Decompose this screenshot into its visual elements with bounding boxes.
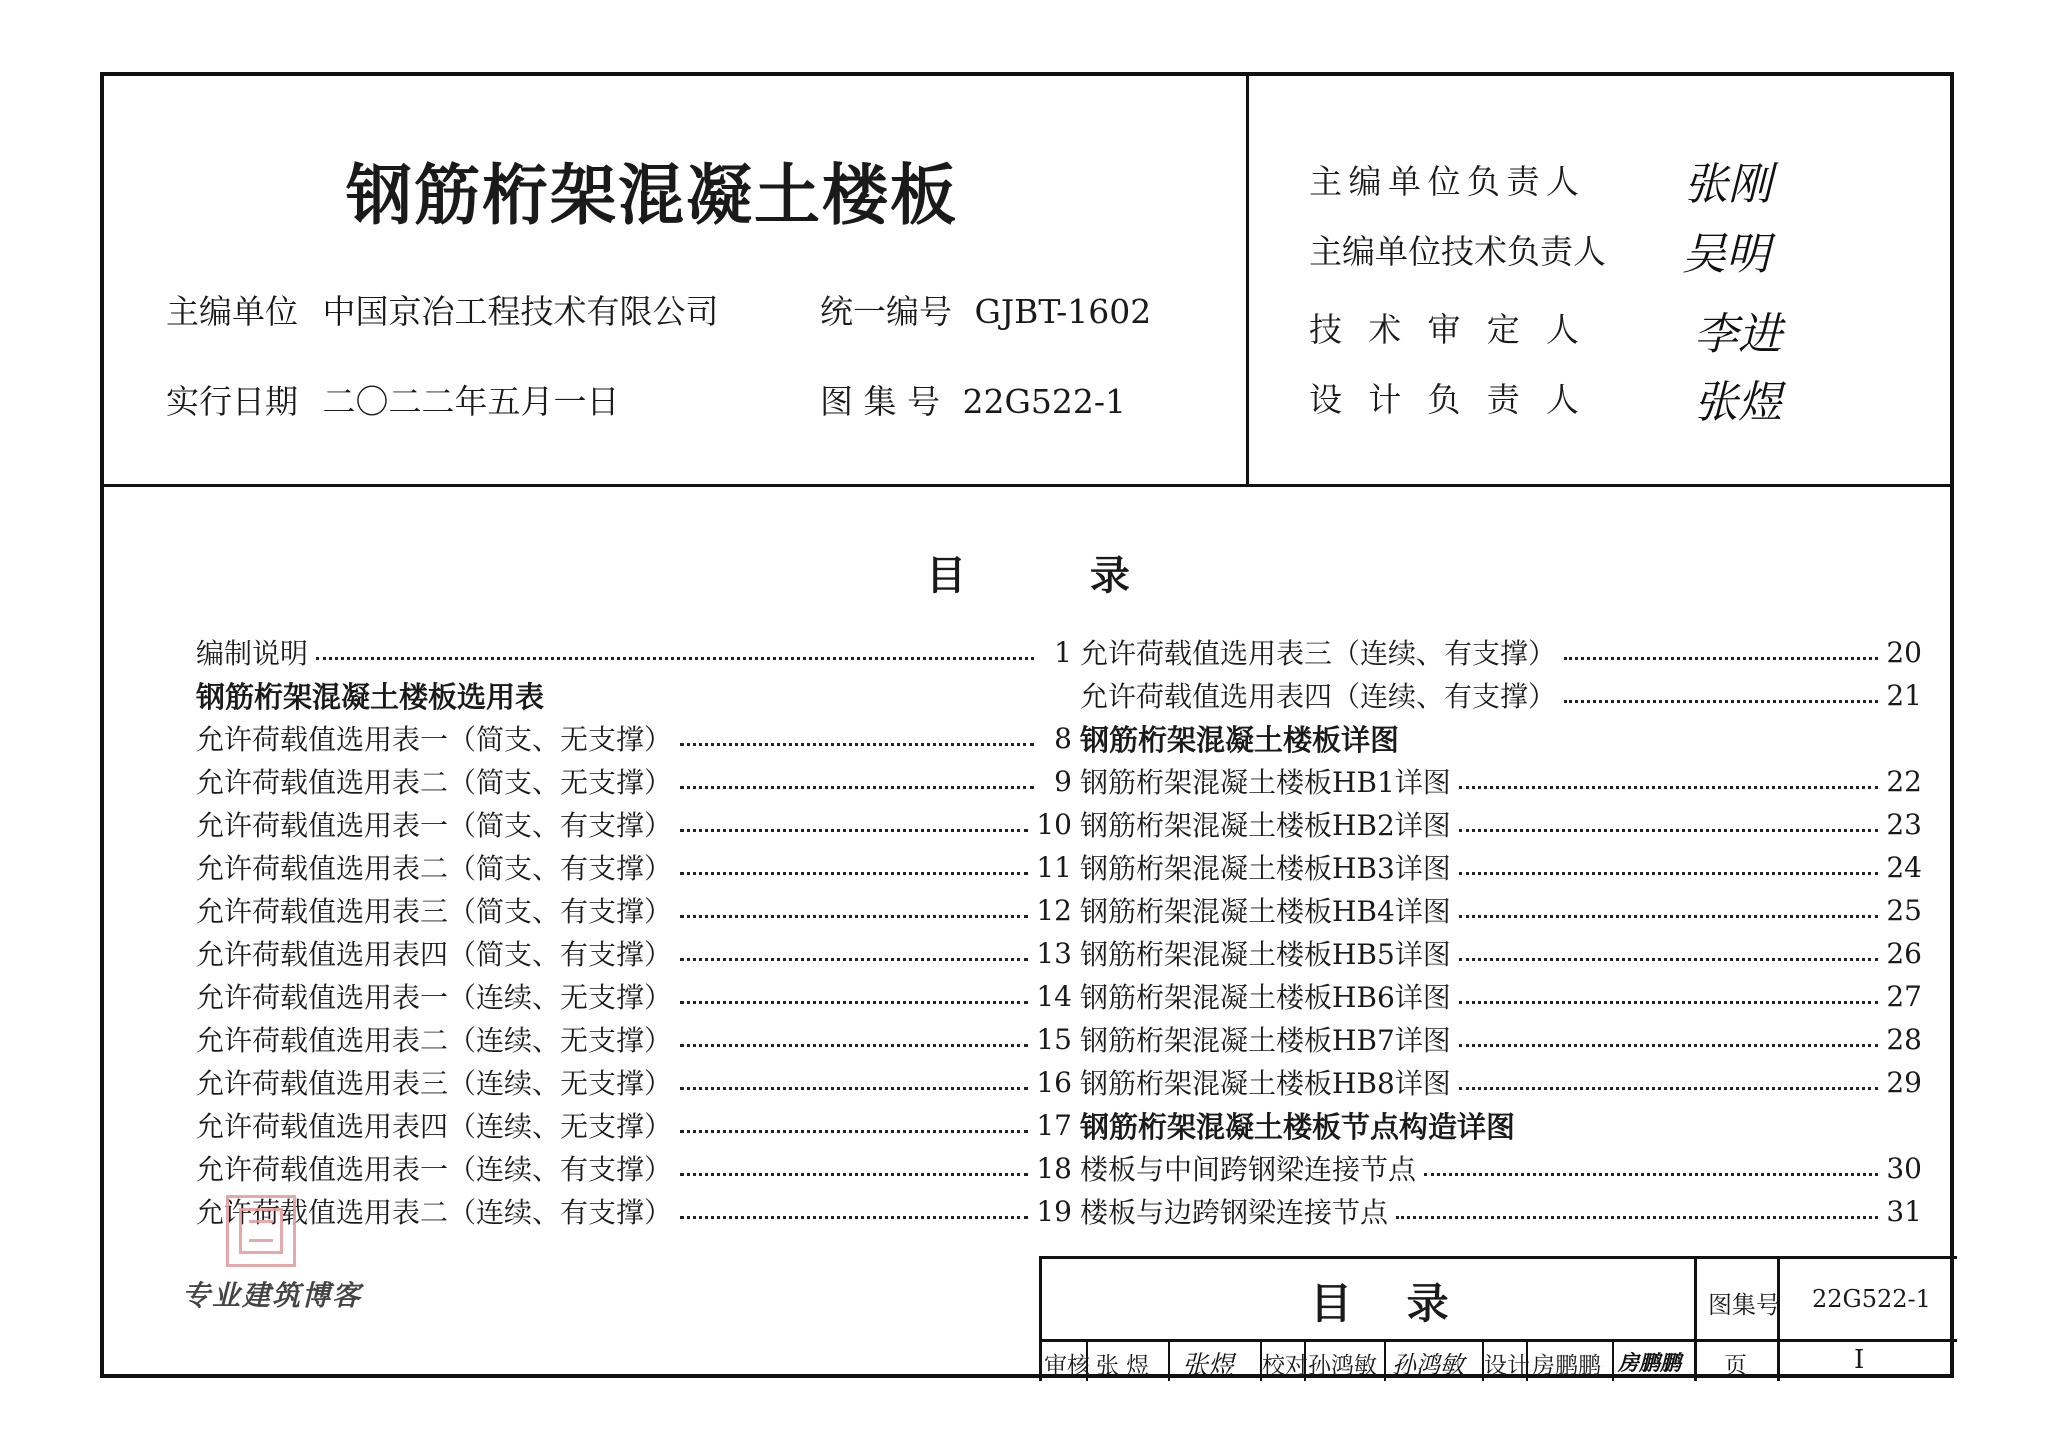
toc-entry[interactable] <box>1080 1148 1922 1188</box>
document-title: 钢筋桁架混凝土楼板 <box>346 157 958 234</box>
toc-entry-page: 29 <box>1886 1065 1922 1099</box>
toc-entry-page: 1 <box>1054 635 1072 669</box>
effective-date-row <box>166 376 620 423</box>
toc-leader-dots <box>1459 915 1879 918</box>
toc-leader-dots <box>1564 700 1878 703</box>
toc-entry-title: 允许荷载值选用表二（连续、无支撑） <box>196 1024 673 1057</box>
toc-leader-dots <box>1396 1216 1878 1219</box>
toc-entry-page: 20 <box>1886 635 1922 669</box>
toc-entry-page: 16 <box>1036 1065 1072 1099</box>
check-label: 校对 <box>1262 1353 1308 1379</box>
atlas-no-value: 22G522-1 <box>962 382 1126 421</box>
toc-entry[interactable] <box>196 1105 1072 1145</box>
toc-entry-title: 钢筋桁架混凝土楼板HB2详图 <box>1080 809 1451 842</box>
toc-entry[interactable] <box>196 976 1072 1016</box>
toc-leader-dots <box>1564 657 1878 660</box>
toc-entry-page: 31 <box>1886 1194 1922 1228</box>
toc-leader-dots <box>1459 1087 1879 1090</box>
toc-entry[interactable] <box>1080 1191 1922 1231</box>
toc-entry[interactable] <box>196 761 1072 801</box>
checker-name: 孙鸿敏 <box>1308 1353 1377 1379</box>
editor-unit-row <box>166 286 719 333</box>
toc-leader-dots <box>316 657 1034 660</box>
toc-entry-title: 钢筋桁架混凝土楼板HB1详图 <box>1080 766 1451 799</box>
toc-entry-page: 19 <box>1036 1194 1072 1228</box>
toc-entry[interactable] <box>196 847 1072 887</box>
toc-entry[interactable] <box>1080 675 1922 715</box>
toc-leader-dots <box>680 786 1034 789</box>
review-label: 审核 <box>1044 1353 1090 1379</box>
toc-entry-title: 允许荷载值选用表四（简支、有支撑） <box>196 938 673 971</box>
toc-entry-title: 允许荷载值选用表四（连续、无支撑） <box>196 1110 673 1143</box>
approval-signature-2: 吴明 <box>1682 229 1770 280</box>
toc-entry-title: 楼板与边跨钢梁连接节点 <box>1080 1196 1389 1229</box>
unified-no-label: 统一编号 <box>820 292 952 331</box>
editor-unit-label: 主编单位 <box>166 292 298 331</box>
toc-entry[interactable] <box>196 933 1072 973</box>
toc-leader-dots <box>680 915 1028 918</box>
toc-entry-page: 23 <box>1886 807 1922 841</box>
atlas-no-label: 图 集 号 <box>820 382 940 421</box>
toc-leader-dots <box>1424 1173 1878 1176</box>
toc-entry[interactable] <box>1080 632 1922 672</box>
approval-signature-3: 李进 <box>1694 309 1782 360</box>
toc-entry-title: 钢筋桁架混凝土楼板HB6详图 <box>1080 981 1451 1014</box>
watermark-text: 专业建筑博客 <box>182 1279 363 1312</box>
toc-entry-page: 18 <box>1036 1151 1072 1185</box>
toc-entry[interactable] <box>196 1062 1072 1102</box>
toc-leader-dots <box>680 958 1028 961</box>
title-block-title: 目 录 <box>1310 1279 1449 1328</box>
toc-leader-dots <box>680 1173 1028 1176</box>
checker-signature: 孙鸿敏 <box>1392 1351 1464 1379</box>
toc-entry[interactable] <box>1080 1019 1922 1059</box>
toc-entry[interactable] <box>196 632 1072 672</box>
watermark-seal-icon <box>226 1195 296 1267</box>
toc-entry-title: 钢筋桁架混凝土楼板HB4详图 <box>1080 895 1451 928</box>
toc-leader-dots <box>680 743 1034 746</box>
toc-heading: 目 录 <box>926 553 1130 599</box>
approval-role-4: 设 计 负 责 人 <box>1309 380 1579 419</box>
toc-entry-page: 25 <box>1886 893 1922 927</box>
design-label: 设计 <box>1484 1353 1530 1379</box>
toc-entry-title: 允许荷载值选用表四（连续、有支撑） <box>1080 680 1557 713</box>
unified-no-value: GJBT-1602 <box>974 292 1152 331</box>
unified-no-row <box>820 286 1151 333</box>
toc-leader-dots <box>1459 872 1879 875</box>
toc-leader-dots <box>1459 1044 1879 1047</box>
toc-entry[interactable] <box>1080 847 1922 887</box>
toc-entry-title: 钢筋桁架混凝土楼板HB3详图 <box>1080 852 1451 885</box>
toc-entry-page: 15 <box>1036 1022 1072 1056</box>
toc-entry-page: 13 <box>1036 936 1072 970</box>
toc-leader-dots <box>1459 829 1879 832</box>
toc-leader-dots <box>1459 1001 1879 1004</box>
toc-entry[interactable] <box>196 1148 1072 1188</box>
toc-entry-title: 允许荷载值选用表二（简支、有支撑） <box>196 852 673 885</box>
toc-entry-page: 10 <box>1036 807 1072 841</box>
toc-entry-title: 允许荷载值选用表二（连续、有支撑） <box>196 1196 673 1229</box>
title-block <box>1039 1256 1957 1381</box>
header-vertical-divider <box>1246 76 1249 484</box>
toc-leader-dots <box>1459 958 1879 961</box>
toc-leader-dots <box>680 1001 1028 1004</box>
reviewer-name: 张 煜 <box>1096 1353 1150 1379</box>
atlas-no-row <box>820 376 1126 423</box>
toc-entry-page: 26 <box>1886 936 1922 970</box>
toc-entry-title: 楼板与中间跨钢梁连接节点 <box>1080 1153 1417 1186</box>
toc-entry-page: 8 <box>1054 721 1072 755</box>
toc-entry-title: 允许荷载值选用表三（连续、无支撑） <box>196 1067 673 1100</box>
toc-entry-title: 允许荷载值选用表二（简支、无支撑） <box>196 766 673 799</box>
editor-unit-value: 中国京冶工程技术有限公司 <box>322 292 719 331</box>
toc-entry-page: 12 <box>1036 893 1072 927</box>
toc-section-heading: 钢筋桁架混凝土楼板选用表 <box>196 679 545 714</box>
approval-signature-4: 张煜 <box>1694 377 1782 428</box>
approval-role-2: 主编单位技术负责人 <box>1309 232 1606 271</box>
toc-entry[interactable] <box>1080 890 1922 930</box>
toc-entry-title: 允许荷载值选用表一（简支、有支撑） <box>196 809 673 842</box>
toc-entry[interactable] <box>196 718 1072 758</box>
toc-entry[interactable] <box>1080 804 1922 844</box>
approval-signature-1: 张刚 <box>1684 159 1772 210</box>
toc-leader-dots <box>680 1087 1028 1090</box>
toc-entry-title: 钢筋桁架混凝土楼板HB5详图 <box>1080 938 1451 971</box>
drawing-frame <box>100 72 1954 1381</box>
toc-entry-title: 允许荷载值选用表一（连续、无支撑） <box>196 981 673 1014</box>
toc-entry-page: 9 <box>1054 764 1072 798</box>
toc-entry[interactable] <box>1080 976 1922 1016</box>
approval-role-3: 技 术 审 定 人 <box>1309 310 1579 349</box>
toc-section-heading: 钢筋桁架混凝土楼板节点构造详图 <box>1080 1109 1516 1144</box>
toc-entry[interactable] <box>196 804 1072 844</box>
toc-entry[interactable] <box>1080 1062 1922 1102</box>
toc-entry-page: 11 <box>1036 850 1072 884</box>
toc-leader-dots <box>680 1216 1028 1219</box>
header-divider <box>104 484 1950 487</box>
toc-entry-page: 22 <box>1886 764 1922 798</box>
reviewer-signature: 张煜 <box>1182 1351 1235 1381</box>
toc-entry[interactable] <box>196 1191 1072 1231</box>
toc-entry-page: 17 <box>1036 1108 1072 1142</box>
toc-entry-page: 21 <box>1886 678 1922 712</box>
page-label: 页 <box>1724 1353 1747 1379</box>
toc-leader-dots <box>680 872 1028 875</box>
toc-entry-page: 28 <box>1886 1022 1922 1056</box>
toc-entry-title: 允许荷载值选用表一（简支、无支撑） <box>196 723 673 756</box>
toc-entry[interactable] <box>196 890 1072 930</box>
toc-entry-page: 14 <box>1036 979 1072 1013</box>
toc-entry-title: 编制说明 <box>196 637 309 670</box>
toc-entry-page: 24 <box>1886 850 1922 884</box>
designer-name: 房鹏鹏 <box>1532 1353 1601 1379</box>
toc-entry-title: 允许荷载值选用表一（连续、有支撑） <box>196 1153 673 1186</box>
toc-leader-dots <box>680 829 1028 832</box>
toc-entry-title: 钢筋桁架混凝土楼板HB7详图 <box>1080 1024 1451 1057</box>
toc-entry[interactable] <box>196 1019 1072 1059</box>
toc-entry-title: 允许荷载值选用表三（简支、有支撑） <box>196 895 673 928</box>
toc-entry[interactable] <box>1080 761 1922 801</box>
toc-entry-page: 30 <box>1886 1151 1922 1185</box>
effective-date-label: 实行日期 <box>166 382 298 421</box>
toc-entry-title: 钢筋桁架混凝土楼板HB8详图 <box>1080 1067 1451 1100</box>
approval-role-1: 主编单位负责人 <box>1309 162 1579 201</box>
effective-date-value: 二〇二二年五月一日 <box>322 382 620 421</box>
toc-leader-dots <box>680 1044 1028 1047</box>
toc-leader-dots <box>680 1130 1028 1133</box>
toc-entry-title: 允许荷载值选用表三（连续、有支撑） <box>1080 637 1557 670</box>
title-block-atlas-no: 22G522-1 <box>1812 1285 1931 1313</box>
toc-entry-page: 27 <box>1886 979 1922 1013</box>
toc-entry[interactable] <box>1080 933 1922 973</box>
toc-section-heading: 钢筋桁架混凝土楼板详图 <box>1080 722 1400 757</box>
page-number: I <box>1854 1345 1865 1375</box>
designer-signature: 房鹏鹏 <box>1618 1350 1681 1375</box>
title-block-atlas-label: 图集号 <box>1708 1291 1780 1319</box>
toc-leader-dots <box>1459 786 1879 789</box>
